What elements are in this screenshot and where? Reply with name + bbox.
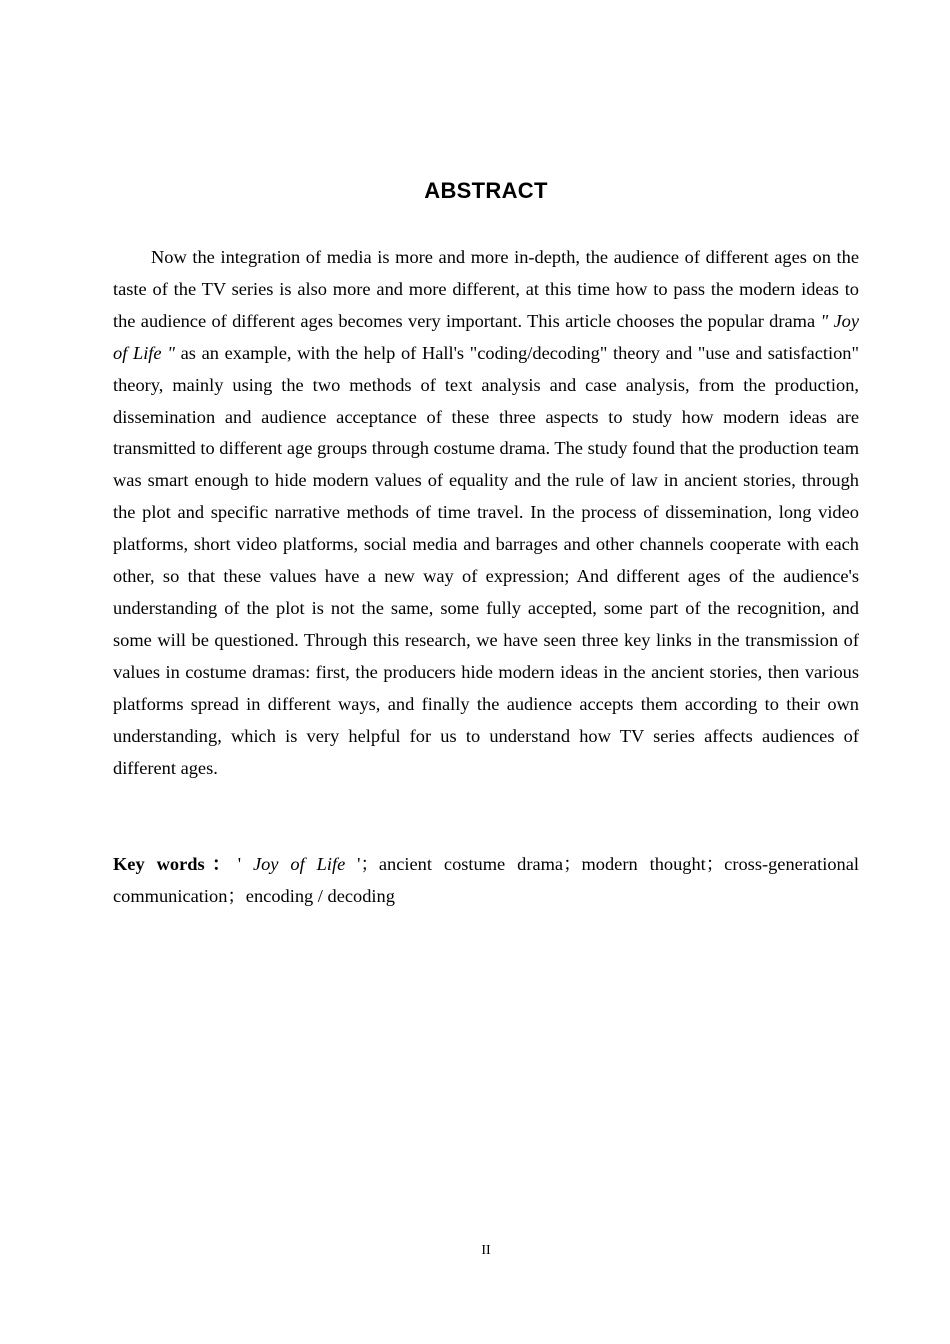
keywords-line (113, 849, 859, 913)
keywords-label: Key words： (113, 854, 238, 874)
abstract-text-part1: Now the integration of media is more and more in-depth, the audience of different ages on the taste of the TV series is also more and more different, at this time how to pass the modern ideas to the audience of different ages becomes very important. This article chooses the popular drama (113, 247, 859, 331)
abstract-title: ABSTRACT (424, 178, 548, 203)
abstract-text-part2: as an example, with the help of Hall's "coding/decoding" theory and "use and satisfaction" theory, mainly using the two methods of text analysis and case analysis, from the production, dissemination and audience acceptance of these three aspects to study how modern ideas are transmitted to different age groups through costume drama. The study found that the production team was smart enough to hide modern values of equality and the rule of law in ancient stories, through the plot and specific narrative methods of time travel. In the process of dissemination, long video platforms, short video platforms, social media and barrages and other channels cooperate with each other, so that these values have a new way of expression; And different ages of the audience's understanding of the plot is not the same, some fully accepted, some part of the recognition, and some will be questioned. Through this research, we have seen three key links in the transmission of values in costume dramas: first, the producers hide modern ideas in the ancient stories, then various platforms spread in different ways, and finally the audience accepts them according to their own understanding, which is very helpful for us to understand how TV series affects audiences of different ages. (113, 342, 859, 778)
keywords-quote-open: ' (237, 854, 253, 874)
keywords-drama-name: Joy of Life (252, 854, 346, 874)
page-number: II (481, 1243, 491, 1258)
keywords-rest: '；ancient costume drama；modern thought；cross-generational communication；encoding / decoding (113, 854, 859, 906)
abstract-paragraph (113, 242, 859, 784)
abstract-drama-name: " Joy of Life " (113, 310, 859, 363)
